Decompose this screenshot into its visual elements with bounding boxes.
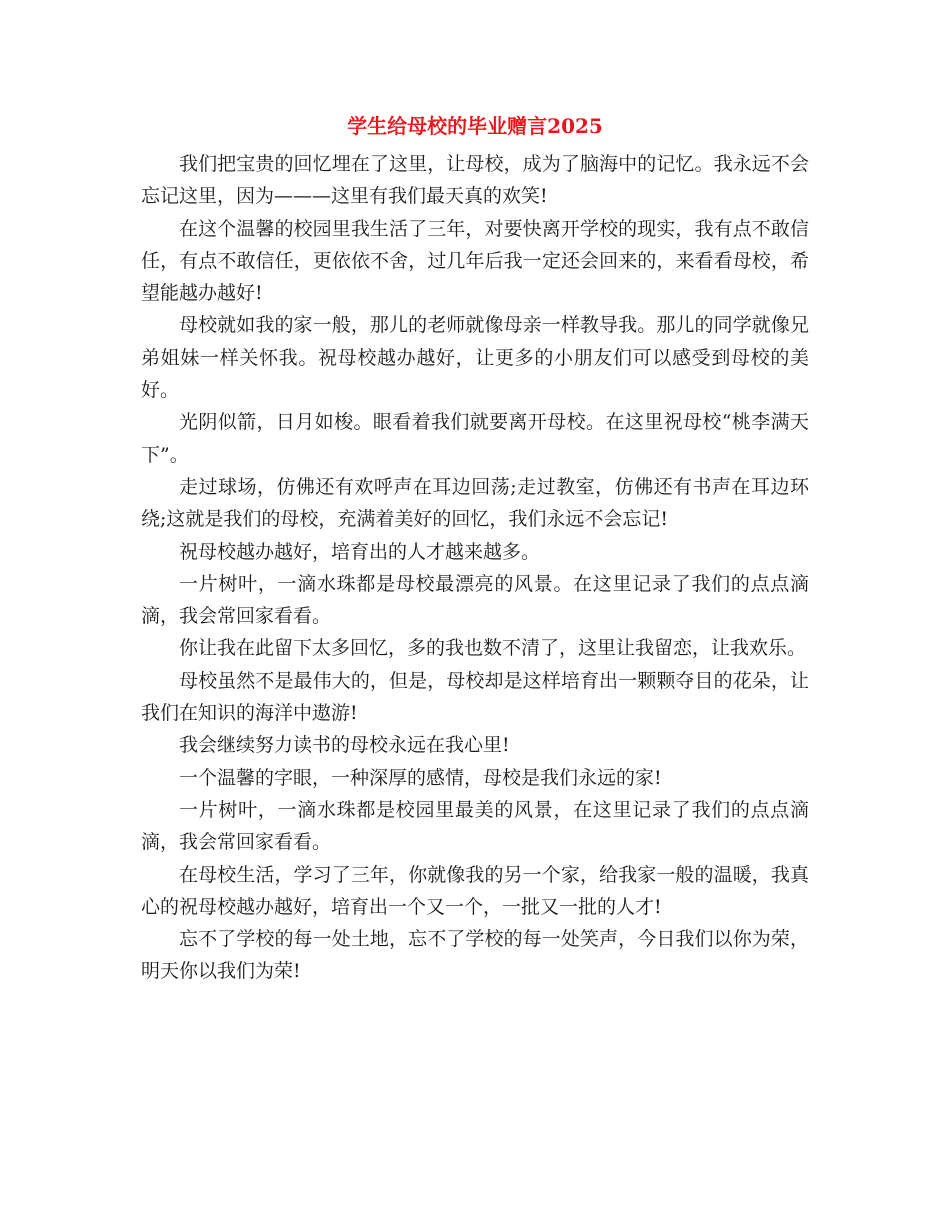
paragraph: 光阴似箭，日月如梭。眼看着我们就要离开母校。在这里祝母校“桃李满天下”。 (141, 411, 809, 466)
paragraph: 我会继续努力读书的母校永远在我心里! (179, 734, 510, 757)
paragraph: 忘不了学校的每一处土地，忘不了学校的每一处笑声，今日我们以你为荣，明天你以我们为荣! (141, 928, 809, 983)
paragraph: 走过球场，仿佛还有欢呼声在耳边回荡;走过教室，仿佛还有书声在耳边环绕;这就是我们的母校，充满着美好的回忆，我们永远不会忘记! (141, 475, 809, 531)
paragraph: 你让我在此留下太多回忆，多的我也数不清了，这里让我留恋，让我欢乐。 (179, 637, 807, 660)
paragraph: 一片树叶，一滴水珠都是校园里最美的风景，在这里记录了我们的点点滴滴，我会常回家看看。 (141, 798, 809, 854)
paragraph: 祝母校越办越好，培育出的人才越来越多。 (179, 540, 541, 563)
paragraph: 我们把宝贵的回忆埋在了这里，让母校，成为了脑海中的记忆。我永远不会忘记这里，因为———这里有我们最天真的欢笑! (141, 153, 809, 208)
document-body (141, 148, 809, 988)
document-title: 学生给母校的毕业赠言2025 (347, 114, 603, 138)
paragraph: 母校虽然不是最伟大的，但是，母校却是这样培育出一颗颗夺目的花朵，让我们在知识的海洋中遨游! (141, 669, 809, 725)
paragraph: 一个温馨的字眼，一种深厚的感情，母校是我们永远的家! (179, 766, 662, 789)
paragraph: 母校就如我的家一般，那儿的老师就像母亲一样教导我。那儿的同学就像兄弟姐妹一样关怀我。祝母校越办越好，让更多的小朋友们可以感受到母校的美好。 (141, 314, 809, 402)
paragraph: 一片树叶，一滴水珠都是母校最漂亮的风景。在这里记录了我们的点点滴滴，我会常回家看看。 (141, 572, 809, 628)
paragraph: 在母校生活，学习了三年，你就像我的另一个家，给我家一般的温暖，我真心的祝母校越办越好，培育出一个又一个，一批又一批的人才! (141, 863, 809, 918)
paragraph: 在这个温馨的校园里我生活了三年，对要快离开学校的现实，我有点不敢信任，有点不敢信任，更依依不舍，过几年后我一定还会回来的，来看看母校，希望能越办越好! (141, 217, 809, 305)
